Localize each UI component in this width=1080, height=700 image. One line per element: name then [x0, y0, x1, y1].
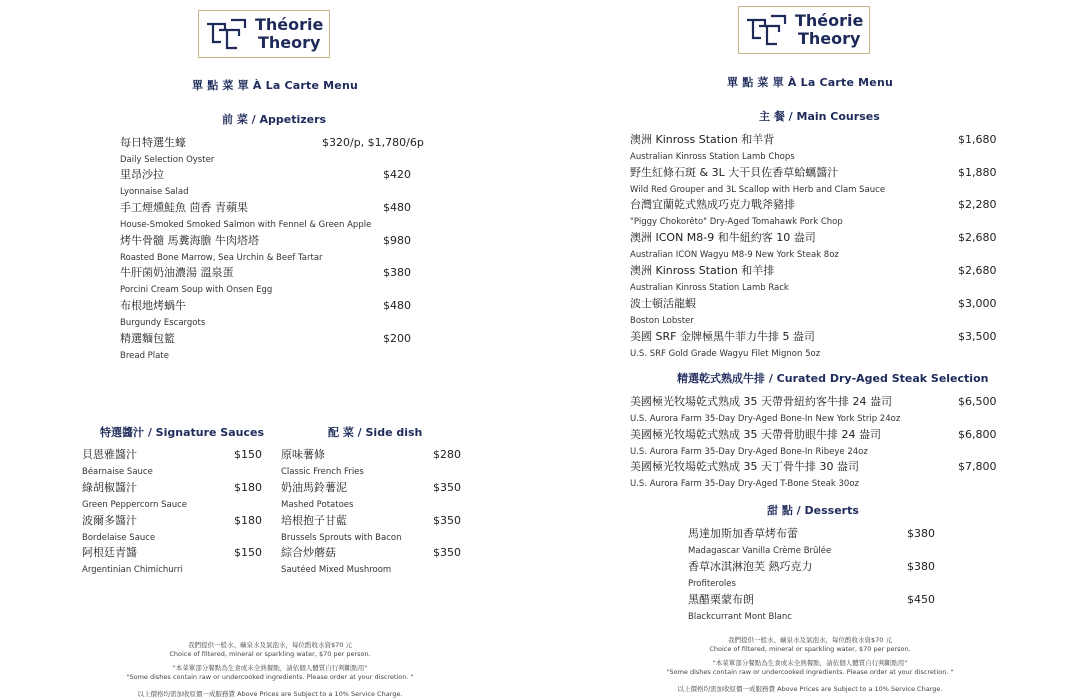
item-name-en: Bordelaise Sauce — [82, 533, 156, 543]
appetizer-item — [120, 234, 323, 264]
service-charge-note: 以上價格均需加收原價一成服務費 Above Prices are Subject to a 10% Service Charge. — [677, 685, 943, 693]
raw-note-en: "Some dishes contain raw or undercooked ingredients. Please order at your discretion. " — [666, 668, 954, 676]
dessert-item — [688, 593, 792, 623]
sauce-item — [82, 481, 187, 511]
water-note-zh: 我們提供一般水、礦泉水及氣泡水，每位酌收水資$70 元 — [188, 641, 352, 649]
main-course-item — [630, 231, 839, 261]
side-item — [281, 448, 364, 478]
dry-aged-title: 精選乾式熟成牛排 / Curated Dry-Aged Steak Selection — [677, 372, 989, 385]
item-name-zh: 貝恩雅醬汁 — [82, 448, 137, 461]
item-name-en: U.S. Aurora Farm 35-Day Dry-Aged Bone-In Ribeye 24oz — [630, 447, 868, 457]
side-item — [281, 481, 353, 511]
logo-wordmark — [795, 12, 863, 48]
item-price: $480 — [383, 201, 411, 214]
theory-logo — [198, 10, 330, 58]
item-name-en: Porcini Cream Soup with Onsen Egg — [120, 285, 273, 295]
menu-title: 單 點 菜 單 À La Carte Menu — [726, 76, 894, 89]
logo-line-2: Theory — [797, 29, 861, 48]
item-price: $380 — [383, 266, 411, 279]
theory-logo — [738, 6, 870, 54]
raw-note-en: "Some dishes contain raw or undercooked ingredients. Please order at your discretion. " — [126, 673, 414, 681]
water-note-en: Choice of filtered, mineral or sparkling water, $70 per person. — [709, 645, 911, 653]
appetizer-item — [120, 201, 371, 231]
item-name-en: Sautéed Mixed Mushroom — [281, 565, 392, 575]
item-name-zh: 綠胡椒醬汁 — [82, 481, 137, 494]
raw-note-zh: "本菜單部分餐點為生食或未全熟餐點，請依個人體質自行判斷點用" — [712, 659, 908, 667]
item-price: $3,500 — [958, 330, 997, 343]
item-name-zh: 牛肝菌奶油濃湯 溫泉蛋 — [120, 266, 234, 279]
side-item — [281, 546, 391, 576]
logo-line-1: Théorie — [255, 15, 324, 34]
item-name-en: Mashed Potatoes — [281, 500, 354, 510]
appetizer-item — [120, 168, 188, 198]
item-name-zh: 里昂沙拉 — [120, 168, 164, 181]
item-name-zh: 精選麵包籃 — [120, 332, 175, 345]
item-name-en: U.S. Aurora Farm 35-Day Dry-Aged T-Bone Steak 30oz — [630, 479, 859, 489]
item-name-en: Burgundy Escargots — [120, 318, 206, 328]
item-name-zh: 美國 SRF 金牌極黑牛菲力牛排 5 盎司 — [630, 330, 815, 343]
item-name-zh: 澳洲 Kinross Station 和羊背 — [630, 133, 775, 146]
dry-aged-item — [630, 395, 900, 425]
item-name-zh: 原味薯條 — [281, 448, 325, 461]
item-name-zh: 每日特選生蠔 — [120, 136, 186, 149]
item-price: $150 — [234, 546, 262, 559]
desserts-title: 甜 點 / Desserts — [767, 504, 859, 517]
item-price: $180 — [234, 514, 262, 527]
main-course-item — [630, 198, 843, 228]
item-price: $3,000 — [958, 297, 997, 310]
appetizer-item — [120, 136, 214, 166]
menu-footer — [540, 636, 1080, 694]
item-name-en: Bread Plate — [120, 351, 169, 361]
main-course-item — [630, 133, 795, 163]
logo-wordmark — [255, 16, 323, 52]
item-name-en: Profiteroles — [688, 579, 736, 589]
item-price: $1,880 — [958, 166, 997, 179]
item-name-zh: 綜合炒蘑菇 — [281, 546, 336, 559]
appetizer-item — [120, 299, 205, 329]
item-name-en: Lyonnaise Salad — [120, 187, 189, 197]
item-name-zh: 阿根廷青醬 — [82, 546, 137, 559]
main-courses-title: 主 餐 / Main Courses — [759, 110, 880, 123]
item-price: $480 — [383, 299, 411, 312]
sauce-item — [82, 546, 183, 576]
side-item — [281, 514, 401, 544]
dessert-item — [688, 527, 831, 557]
item-name-en: "Piggy Chokorêto" Dry-Aged Tomahawk Pork Chop — [630, 217, 843, 227]
item-name-en: Brussels Sprouts with Bacon — [281, 533, 402, 543]
item-name-en: Argentinian Chimichurri — [82, 565, 183, 575]
main-course-item — [630, 297, 696, 327]
item-price: $280 — [433, 448, 461, 461]
sides-title: 配 菜 / Side dish — [328, 426, 423, 439]
item-price: $6,500 — [958, 395, 997, 408]
logo-line-2: Theory — [257, 33, 321, 52]
item-price: $150 — [234, 448, 262, 461]
item-name-en: Blackcurrant Mont Blanc — [688, 612, 792, 622]
theory-logo-mark-icon — [205, 16, 249, 52]
appetizer-item — [120, 332, 175, 362]
logo-line-1: Théorie — [795, 11, 864, 30]
item-name-en: Classic French Fries — [281, 467, 364, 477]
menu-footer — [0, 641, 540, 699]
item-price: $350 — [433, 481, 461, 494]
item-name-en: U.S. SRF Gold Grade Wagyu Filet Mignon 5oz — [630, 349, 821, 359]
item-price: $320/p, $1,780/6p — [322, 136, 424, 149]
item-name-en: Green Peppercorn Sauce — [82, 500, 188, 510]
item-price: $180 — [234, 481, 262, 494]
sauces-title: 特選醬汁 / Signature Sauces — [100, 426, 265, 439]
item-name-zh: 澳洲 Kinross Station 和羊排 — [630, 264, 775, 277]
item-name-zh: 美國極光牧場乾式熟成 35 天帶骨紐約客牛排 24 盎司 — [630, 395, 892, 408]
item-price: $380 — [907, 527, 935, 540]
appetizers-title: 前 菜 / Appetizers — [222, 113, 327, 126]
item-name-zh: 澳洲 ICON M8-9 和牛紐約客 10 盎司 — [630, 231, 816, 244]
item-name-zh: 馬達加斯加香草烤布蕾 — [688, 527, 798, 540]
item-name-zh: 香草冰淇淋泡芙 熱巧克力 — [688, 560, 813, 573]
item-name-en: U.S. Aurora Farm 35-Day Dry-Aged Bone-In New York Strip 24oz — [630, 414, 901, 424]
item-name-zh: 布根地烤蝸牛 — [120, 299, 186, 312]
main-course-item — [630, 166, 885, 196]
item-price: $380 — [907, 560, 935, 573]
item-price: $200 — [383, 332, 411, 345]
item-name-zh: 美國極光牧場乾式熟成 35 天丁骨牛排 30 盎司 — [630, 460, 859, 473]
dry-aged-item — [630, 460, 859, 490]
item-price: $350 — [433, 546, 461, 559]
appetizer-item — [120, 266, 272, 296]
item-price: $2,280 — [958, 198, 997, 211]
item-price: $350 — [433, 514, 461, 527]
item-name-zh: 烤牛骨髓 馬糞海膽 牛肉塔塔 — [120, 234, 259, 247]
item-name-en: Roasted Bone Marrow, Sea Urchin & Beef Tartar — [120, 253, 323, 263]
sauce-item — [82, 514, 155, 544]
service-charge-note: 以上價格均需加收原價一成服務費 Above Prices are Subject to a 10% Service Charge. — [137, 690, 403, 698]
item-name-zh: 波爾多醬汁 — [82, 514, 137, 527]
item-name-en: Boston Lobster — [630, 316, 694, 326]
item-name-en: Daily Selection Oyster — [120, 155, 215, 165]
right-menu-page — [540, 0, 1080, 700]
item-price: $420 — [383, 168, 411, 181]
water-note-zh: 我們提供一般水、礦泉水及氣泡水，每位酌收水資$70 元 — [728, 636, 892, 644]
item-price: $450 — [907, 593, 935, 606]
item-name-zh: 培根抱子甘藍 — [281, 514, 347, 527]
item-name-en: Wild Red Grouper and 3L Scallop with Herb and Clam Sauce — [630, 185, 886, 195]
item-price: $2,680 — [958, 264, 997, 277]
item-name-zh: 波士頓活龍蝦 — [630, 297, 696, 310]
dessert-item — [688, 560, 813, 590]
item-name-en: Australian Kinross Station Lamb Chops — [630, 152, 795, 162]
item-price: $7,800 — [958, 460, 997, 473]
menu-title: 單 點 菜 單 À La Carte Menu — [191, 79, 359, 92]
item-price: $6,800 — [958, 428, 997, 441]
theory-logo-mark-icon — [745, 12, 789, 48]
water-note-en: Choice of filtered, mineral or sparkling water, $70 per person. — [169, 650, 371, 658]
item-name-zh: 奶油馬鈴薯泥 — [281, 481, 347, 494]
item-name-zh: 野生紅條石斑 & 3L 大干貝佐香草蛤蠣醬汁 — [630, 166, 839, 179]
item-name-zh: 手工煙燻鮭魚 茴香 青蘋果 — [120, 201, 248, 214]
item-price: $1,680 — [958, 133, 997, 146]
item-name-zh: 黑醋栗蒙布朗 — [688, 593, 754, 606]
item-name-en: Australian ICON Wagyu M8-9 New York Steak 8oz — [630, 250, 839, 260]
dry-aged-item — [630, 428, 881, 458]
item-name-zh: 台灣宜蘭乾式熟成巧克力戰斧豬排 — [630, 198, 795, 211]
item-name-zh: 美國極光牧場乾式熟成 35 天帶骨肋眼牛排 24 盎司 — [630, 428, 881, 441]
item-price: $980 — [383, 234, 411, 247]
item-price: $2,680 — [958, 231, 997, 244]
item-name-en: Australian Kinross Station Lamb Rack — [630, 283, 789, 293]
main-course-item — [630, 330, 820, 360]
item-name-en: Béarnaise Sauce — [82, 467, 153, 477]
item-name-en: Madagascar Vanilla Crème Brûlée — [688, 546, 832, 556]
main-course-item — [630, 264, 789, 294]
item-name-en: House-Smoked Smoked Salmon with Fennel & Green Apple — [120, 220, 372, 230]
sauce-item — [82, 448, 153, 478]
raw-note-zh: "本菜單部分餐點為生食或未全熟餐點，請依個人體質自行判斷點用" — [172, 664, 368, 672]
